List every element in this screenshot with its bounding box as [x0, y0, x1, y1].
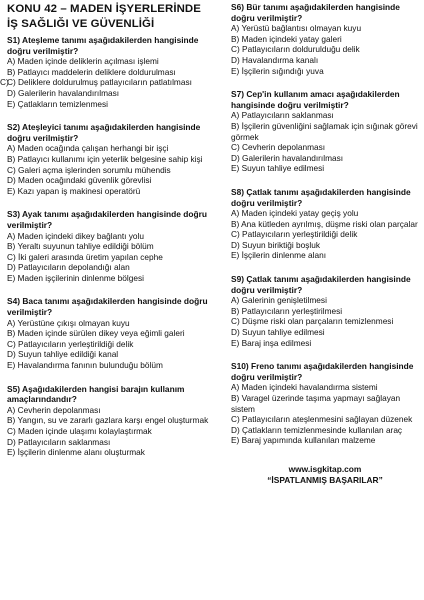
answer-option-text: B) Yangın, su ve zararlı gazlara karşı engel oluşturmak	[7, 415, 209, 426]
answer-option	[231, 219, 419, 230]
answer-option-text: C) Patlayıcıların yerleştirildiği delik	[7, 338, 134, 349]
answer-option	[231, 110, 419, 121]
answer-option-text: C) Deliklere doldurulmuş patlayıcıların patlatılması	[7, 77, 192, 88]
answer-option-text: D) Suyun biriktiği boşluk	[231, 239, 320, 250]
left-column	[0, 2, 213, 471]
answer-options	[231, 208, 419, 261]
answer-option	[231, 338, 419, 349]
footer-slogan: “İSPATLANMIŞ BAŞARILAR”	[267, 474, 383, 485]
answer-option-text: C) Galeri açma işlerinden sorumlu mühendis	[7, 164, 171, 175]
answer-option-text: A) Maden içindeki yatay geçiş yolu	[231, 208, 359, 219]
question-3	[7, 209, 213, 283]
answer-option	[7, 447, 213, 458]
question-text: S1) Ateşleme tanımı aşağıdakilerden hangisinde doğru verilmiştir?	[7, 35, 199, 56]
answer-option-text: D) Galerilerin havalandırılması	[7, 87, 120, 98]
answer-option	[7, 56, 213, 67]
answer-option-text: C) Düşme riski olan parçaların temizlenmesi	[231, 316, 394, 327]
answer-option-text: C) Cevherin depolanması	[231, 142, 326, 153]
answer-option	[7, 339, 213, 350]
question-text: S5) Aşağıdakilerden hangisi barajın kullanım amaçlarındandır?	[7, 383, 185, 405]
answer-option-text: E) Kazı yapan iş makinesi operatörü	[7, 185, 141, 196]
answer-option	[7, 88, 213, 99]
answer-option-text: E) İşçilerin dinlenme alanı oluşturmak	[7, 447, 145, 458]
answer-option	[231, 327, 419, 338]
answer-option-text: A) Yerüstüne çıkışı olmayan kuyu	[7, 317, 130, 328]
answer-option-text: D) Maden ocağındaki güvenlik görevlisi	[7, 175, 152, 186]
answer-option-text: A) Maden içinde deliklerin açılması işlemi	[7, 56, 159, 67]
answer-option	[231, 393, 419, 414]
question-4	[7, 296, 213, 370]
answer-option-text: D) Çatlakların temizlenmesinde kullanılan araç	[231, 424, 403, 435]
right-column	[231, 2, 419, 486]
answer-option	[231, 316, 419, 327]
question-text: S10) Freno tanımı aşağıdakilerden hangisinde doğru verilmiştir?	[231, 361, 414, 382]
answer-options	[7, 143, 213, 196]
answer-option-text: B) Maden içindeki yatay galeri	[231, 33, 342, 44]
answer-option	[7, 231, 213, 242]
answer-option	[7, 186, 213, 197]
answer-option-text: E) Suyun tahliye edilmesi	[231, 163, 325, 174]
answer-options	[231, 295, 419, 348]
answer-option-text: B) İşçilerin güvenliğini sağlamak için sığınak görevi görmek	[231, 120, 418, 142]
answer-option	[7, 67, 213, 78]
answer-option	[231, 66, 419, 77]
answer-option	[7, 252, 213, 263]
question-1	[0, 35, 213, 109]
answer-option-text: C) Maden içinde ulaşımı kolaylaştırmak	[7, 426, 152, 436]
page-title: KONU 42 – MADEN İŞYERLERİNDE İŞ SAĞLIĞI VE GÜVENLİĞİ	[7, 3, 201, 30]
answer-option-text: C) İki galeri arasında üretim yapılan cephe	[7, 251, 163, 262]
answer-option	[7, 99, 213, 110]
question-2	[7, 122, 213, 196]
question-text: S3) Ayak tanımı aşağıdakilerden hangisinde doğru verilmiştir?	[7, 209, 207, 230]
answer-option	[7, 165, 213, 176]
answer-option-text: C) Patlayıcıların yerleştirildiği delik	[231, 229, 358, 240]
answer-option	[0, 77, 213, 88]
answer-option-text: D) Suyun tahliye edilmesi	[231, 327, 325, 338]
question-text: S9) Çatlak tanımı aşağıdakilerden hangisinde doğru verilmiştir?	[231, 274, 411, 295]
answer-option-text: D) Suyun tahliye edildiği kanal	[7, 349, 119, 360]
answer-option	[7, 143, 213, 154]
answer-option	[7, 437, 213, 448]
answer-options	[231, 23, 419, 76]
answer-option	[7, 175, 213, 186]
answer-option-text: A) Maden içindeki dikey bağlantı yolu	[7, 230, 144, 241]
answer-option	[7, 360, 213, 371]
answer-option	[231, 34, 419, 45]
answer-option-text: D) Patlayıcıların saklanması	[7, 436, 111, 447]
answer-option	[7, 328, 213, 339]
answer-option	[7, 405, 213, 416]
answer-option-text: B) Patlayıcı kullanımı için yeterlik belgesine sahip kişi	[7, 153, 203, 164]
answer-option-text: B) Maden içinde sürülen dikey veya eğimli galeri	[7, 328, 185, 339]
question-7	[231, 89, 419, 174]
answer-option-text: B) Yeraltı suyunun tahliye edildiği bölüm	[7, 241, 154, 252]
footer-website: www.isgkitap.com	[288, 463, 362, 474]
answer-options	[0, 56, 213, 109]
answer-option-text: E) Havalandırma fanının bulunduğu bölüm	[7, 360, 163, 371]
answer-option	[7, 241, 213, 252]
answer-option-text: B) Ana kütleden ayrılmış, düşme riski olan parçalar	[231, 218, 418, 229]
answer-option	[231, 229, 419, 240]
answer-option-text: D) Patlayıcıların depolandığı alan	[7, 262, 130, 273]
answer-options	[7, 318, 213, 371]
question-6	[231, 2, 419, 76]
answer-option	[231, 208, 419, 219]
answer-option-text: D) Galerilerin havalandırılması	[231, 152, 344, 163]
answer-option	[231, 44, 419, 55]
question-text: S6) Bür tanımı aşağıdakilerden hangisinde doğru verilmiştir?	[231, 2, 400, 23]
question-8	[231, 187, 419, 261]
question-text: S8) Çatlak tanımı aşağıdakilerden hangisinde doğru verilmiştir?	[231, 186, 411, 208]
answer-option-text: A) Galerinin genişletilmesi	[231, 295, 327, 306]
question-text: S4) Baca tanımı aşağıdakilerden hangisinde doğru verilmiştir?	[7, 296, 208, 318]
answer-option-text: A) Patlayıcıların saklanması	[231, 110, 334, 121]
answer-option	[231, 382, 419, 393]
answer-option-text: D) Havalandırma kanalı	[231, 54, 319, 65]
answer-option	[231, 23, 419, 34]
answer-option	[231, 435, 419, 446]
answer-option-text: C) Patlayıcıların ateşlenmesini sağlayan düzenek	[231, 414, 413, 425]
question-text: S2) Ateşleyici tanımı aşağıdakilerden hangisinde doğru verilmiştir?	[7, 122, 201, 143]
answer-option-text: E) Maden işçilerinin dinlenme bölgesi	[7, 272, 144, 283]
answer-option	[231, 306, 419, 317]
question-list-right	[231, 2, 419, 446]
answer-option	[231, 153, 419, 164]
answer-options	[7, 405, 213, 458]
question-text: S7) Cep'in kullanım amacı aşağıdakilerden hangisinde doğru verilmiştir?	[231, 89, 400, 110]
answer-option	[7, 349, 213, 360]
answer-option-text: E) Baraj inşa edilmesi	[231, 337, 312, 348]
answer-options	[7, 231, 213, 284]
answer-option-text: C) Patlayıcıların doldurulduğu delik	[231, 44, 360, 55]
answer-option-text: E) İşçilerin sığındığı yuva	[231, 65, 324, 76]
answer-option-text: A) Maden ocağında çalışan herhangi bir işçi	[7, 143, 169, 154]
answer-option	[231, 142, 419, 153]
answer-option	[231, 425, 419, 436]
answer-options	[231, 110, 419, 174]
answer-option-text: B) Patlayıcıların yerleştirilmesi	[231, 305, 343, 316]
answer-options	[231, 382, 419, 446]
answer-option	[231, 121, 419, 142]
answer-option	[231, 240, 419, 251]
question-9	[231, 274, 419, 348]
answer-marker: C)	[0, 77, 9, 88]
answer-option	[7, 262, 213, 273]
answer-option	[231, 414, 419, 425]
answer-option-text: E) Çatlakların temizlenmesi	[7, 98, 108, 109]
footer	[231, 464, 419, 486]
answer-option	[231, 295, 419, 306]
answer-option	[231, 55, 419, 66]
answer-option-text: A) Cevherin depolanması	[7, 404, 101, 415]
question-5	[7, 384, 213, 458]
answer-option-text: E) İşçilerin dinlenme alanı	[231, 250, 326, 261]
answer-option-text: B) Varagel üzerinde taşıma yapmayı sağlayan sistem	[231, 393, 401, 414]
answer-option-text: B) Patlayıcı maddelerin deliklere doldurulması	[7, 66, 176, 77]
answer-option	[231, 163, 419, 174]
answer-option	[231, 250, 419, 261]
answer-option-text: E) Baraj yapımında kullanılan malzeme	[231, 435, 376, 446]
answer-option-text: A) Yerüstü bağlantısı olmayan kuyu	[231, 23, 362, 34]
answer-option	[7, 318, 213, 329]
question-10	[231, 361, 419, 446]
question-list-left	[0, 35, 213, 458]
answer-option-text: A) Maden içindeki havalandırma sistemi	[231, 382, 378, 393]
answer-option	[7, 154, 213, 165]
answer-option	[7, 273, 213, 284]
answer-option	[7, 415, 213, 426]
answer-option	[7, 426, 213, 437]
